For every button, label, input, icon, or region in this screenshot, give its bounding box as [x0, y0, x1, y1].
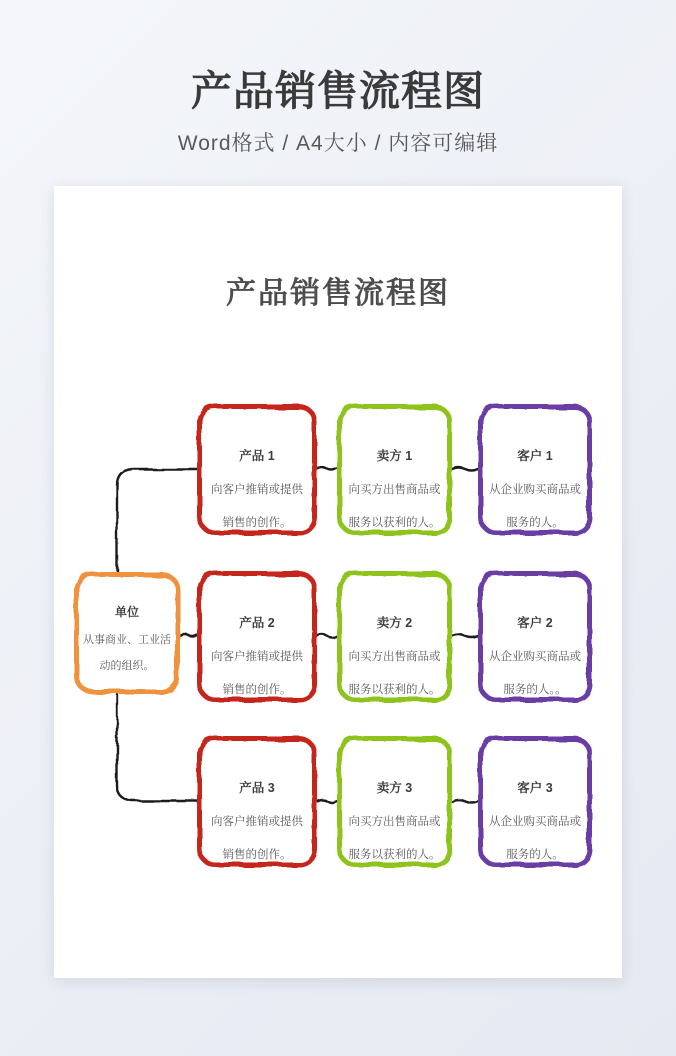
connector-product3-seller3 — [317, 800, 337, 803]
product-2-body-line1: 向客户推销或提供 — [211, 651, 303, 663]
product-3-body-line1: 向客户推销或提供 — [211, 816, 303, 828]
customer-1-box — [478, 404, 592, 535]
customer-3-body — [478, 806, 592, 872]
product-2-body — [197, 641, 317, 707]
unit-box-title: 单位 — [114, 605, 139, 619]
template-header — [0, 58, 676, 157]
customer-1-body-line2: 服务的人。 — [506, 517, 564, 529]
seller-2-title: 卖方 2 — [376, 616, 413, 630]
product-3-title: 产品 3 — [239, 781, 275, 795]
seller-3-body — [337, 806, 452, 872]
product-1-body-line1: 向客户推销或提供 — [211, 484, 303, 496]
seller-1-title: 卖方 1 — [376, 449, 413, 463]
seller-1-body — [337, 474, 452, 540]
seller-3-body-line2: 服务以获利的人。 — [348, 849, 441, 861]
connector-product1-seller1 — [317, 468, 337, 471]
template-title: 产品销售流程图 — [191, 68, 485, 114]
product-2-title: 产品 2 — [239, 616, 275, 630]
product-3-box — [197, 736, 317, 867]
customer-2-body-line1: 从企业购买商品或 — [489, 651, 581, 663]
connector-seller3-customer3 — [452, 800, 478, 803]
connector-product2-seller2 — [317, 635, 337, 638]
seller-2-body — [337, 641, 452, 707]
seller-3-body-line1: 向买方出售商品或 — [348, 816, 441, 828]
seller-3-box — [337, 736, 452, 867]
product-1-body-line2: 销售的创作。 — [222, 517, 292, 529]
customer-3-body-line1: 从企业购买商品或 — [489, 816, 581, 828]
seller-1-box — [337, 404, 452, 535]
product-1-title: 产品 1 — [239, 449, 275, 463]
customer-1-body — [478, 474, 592, 540]
connector-seller2-customer2 — [452, 635, 478, 638]
customer-2-box — [478, 571, 592, 702]
connector-seller1-customer1 — [452, 468, 478, 471]
customer-2-title: 客户 2 — [517, 616, 553, 630]
seller-2-box — [337, 571, 452, 702]
product-2-body-line2: 销售的创作。 — [222, 684, 292, 696]
seller-2-body-line1: 向买方出售商品或 — [348, 651, 441, 663]
customer-1-title: 客户 1 — [517, 449, 553, 463]
seller-1-body-line2: 服务以获利的人。 — [348, 517, 441, 529]
unit-box — [74, 572, 180, 694]
product-3-body — [197, 806, 317, 872]
customer-2-body-line2: 服务的人。。 — [503, 684, 567, 696]
unit-box-body — [74, 627, 180, 679]
product-3-body-line2: 销售的创作。 — [222, 849, 292, 861]
customer-1-body-line1: 从企业购买商品或 — [489, 484, 581, 496]
connector-unit-to-product3 — [117, 694, 197, 801]
seller-1-body-line1: 向买方出售商品或 — [348, 484, 441, 496]
template-subtitle: Word格式 / A4大小 / 内容可编辑 — [177, 132, 499, 155]
document-page — [54, 186, 622, 978]
unit-box-body-line2: 动的组织。 — [99, 660, 155, 672]
flowchart-title: 产品销售流程图 — [226, 277, 450, 310]
customer-3-title: 客户 3 — [517, 781, 553, 795]
customer-2-body — [478, 641, 592, 707]
product-2-box — [197, 571, 317, 702]
product-1-body — [197, 474, 317, 540]
connector-unit-to-product2 — [179, 634, 197, 637]
connector-unit-to-product1 — [117, 469, 197, 572]
customer-3-box — [478, 736, 592, 867]
unit-box-body-line1: 从事商业、工业活 — [83, 634, 171, 646]
seller-2-body-line2: 服务以获利的人。 — [348, 684, 441, 696]
product-1-box — [197, 404, 317, 535]
seller-3-title: 卖方 3 — [376, 781, 413, 795]
customer-3-body-line2: 服务的人。 — [506, 849, 564, 861]
